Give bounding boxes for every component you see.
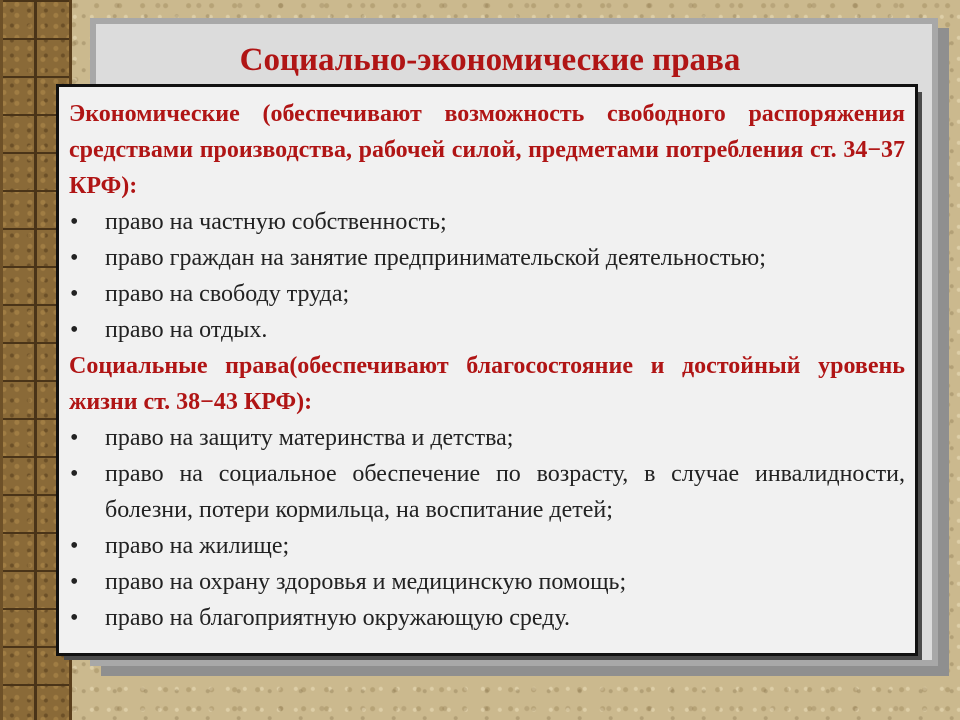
list-item-text: право на защиту материнства и детства; xyxy=(105,425,514,451)
bullet: • xyxy=(70,281,79,307)
list-item xyxy=(69,204,905,240)
bullet: • xyxy=(70,425,79,451)
list-item-text: право на благоприятную окружающую среду. xyxy=(105,605,571,631)
list-item xyxy=(69,276,905,312)
bullet: • xyxy=(70,461,79,487)
list-item-text: право на отдых. xyxy=(105,317,268,343)
list-item xyxy=(69,420,905,456)
list-item-text: право на свободу труда; xyxy=(105,281,350,307)
list-item-text: право на социальное обеспечение по возрасту, в случае инвалидности, болезни, потери кормильца, на воспитание детей; xyxy=(105,461,905,523)
list-item xyxy=(69,312,905,348)
list-item-text: право на частную собственность; xyxy=(105,209,447,235)
bullet: • xyxy=(70,569,79,595)
economic-rights-heading: Экономические (обеспечивают возможность свободного распоряжения средствами производства, рабочей силой, предметами потребления ст. 34−37 КРФ): xyxy=(69,101,905,199)
bullet: • xyxy=(70,317,79,343)
list-item-text: право граждан на занятие предпринимательской деятельностью; xyxy=(105,245,766,271)
slide-title: Социально-экономические права xyxy=(239,42,741,78)
bullet: • xyxy=(70,245,79,271)
bullet: • xyxy=(70,209,79,235)
list-item-text: право на охрану здоровья и медицинскую помощь; xyxy=(105,569,627,595)
bullet: • xyxy=(70,533,79,559)
list-item xyxy=(69,564,905,600)
bullet: • xyxy=(70,605,79,631)
list-item-text: право на жилище; xyxy=(105,533,290,559)
content-box xyxy=(56,84,918,656)
list-item xyxy=(69,240,905,276)
list-item xyxy=(69,528,905,564)
list-item xyxy=(69,600,905,636)
social-rights-heading: Социальные права(обеспечивают благосостояние и достойный уровень жизни ст. 38−43 КРФ): xyxy=(69,353,905,415)
list-item xyxy=(69,456,905,528)
